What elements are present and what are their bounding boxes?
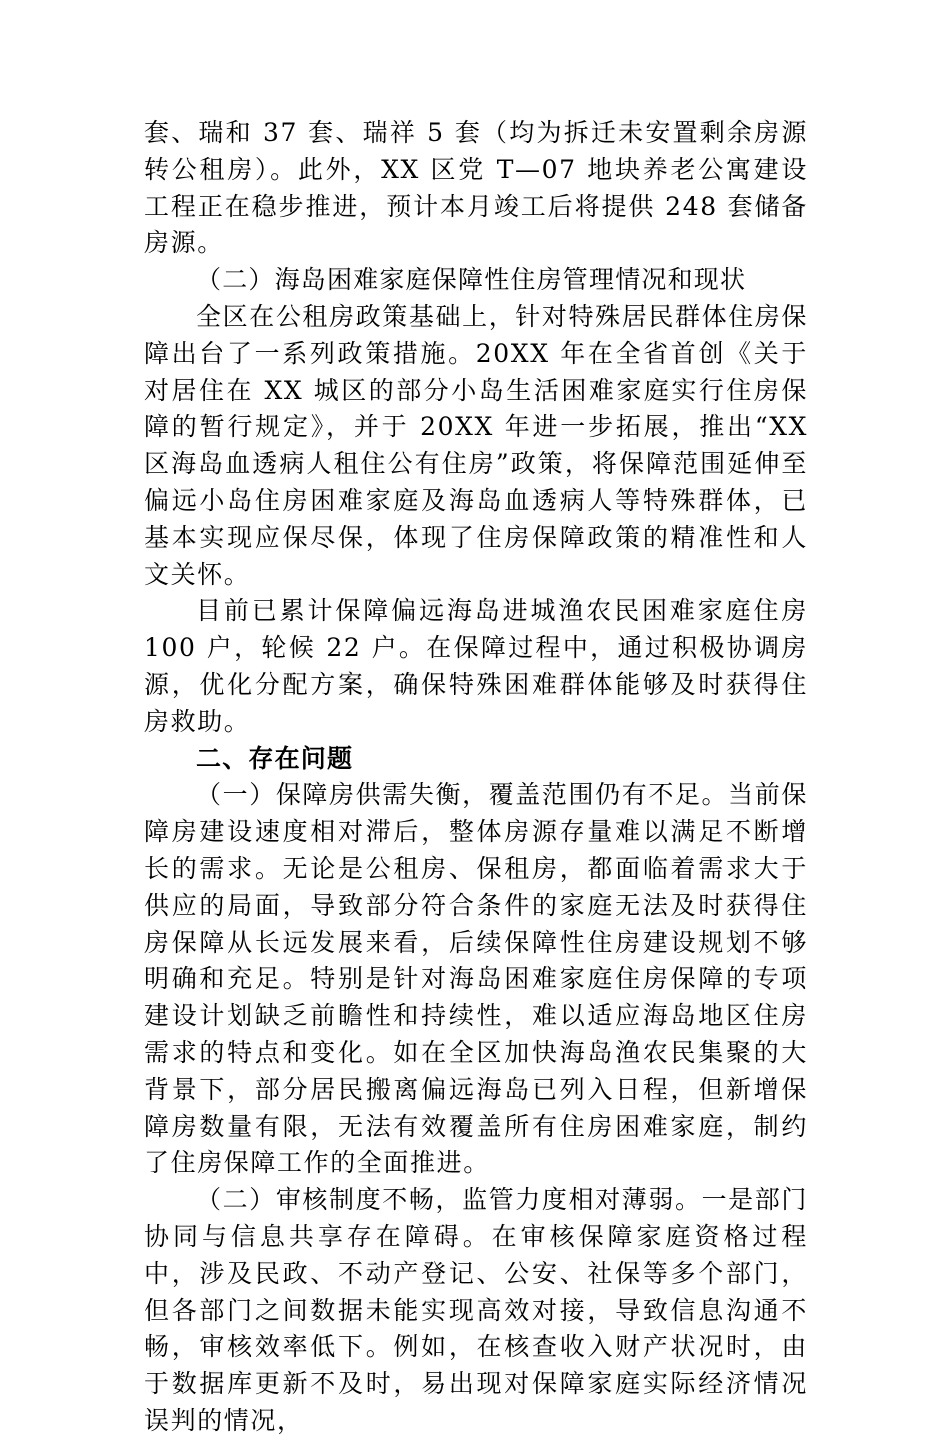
- section-heading-island-housing: （二）海岛困难家庭保障性住房管理情况和现状: [196, 265, 747, 295]
- document-body: [144, 115, 808, 1440]
- paragraph-issue-supply: [144, 777, 808, 1182]
- issue-supply-body: 当前保障房建设速度相对滞后，整体房源存量难以满足不断增长的需求。无论是公租房、保租房，都面临着需求大于供应的局面，导致部分符合条件的家庭无法及时获得住房保障从长远发展来看，后续保障性住房建设规划不够明确和充足。特别是针对海岛困难家庭住房保障的专项建设计划缺乏前瞻性和持续性，难以适应海岛地区住房需求的特点和变化。如在全区加快海岛渔农民集聚的大背景下，部分居民搬离偏远海岛已列入日程，但新增保障房数量有限，无法有效覆盖所有住房困难家庭，制约了住房保障工作的全面推进。: [144, 780, 808, 1178]
- issue-review-lead: （二）审核制度不畅，监管力度相对薄弱。: [196, 1185, 702, 1215]
- issue-supply-lead: （一）保障房供需失衡，覆盖范围仍有不足。: [196, 780, 729, 810]
- paragraph-island-stats: 目前已累计保障偏远海岛进城渔农民困难家庭住房 100 户，轮候 22 户。在保障过程中，通过积极协调房源，优化分配方案，确保特殊困难群体能够及时获得住房救助。: [144, 596, 808, 736]
- section-heading-problems: 二、存在问题: [196, 743, 354, 773]
- paragraph-island-policy: 全区在公租房政策基础上，针对特殊居民群体住房保障出台了一系列政策措施。20XX 年在全省首创《关于对居住在 XX 城区的部分小岛生活困难家庭实行住房保障的暂行规定》，并于 20XX 年进一步拓展，推出“XX 区海岛血透病人租住公有住房”政策，将保障范围延伸至偏远小岛住房困难家庭及海岛血透病人等特殊群体，已基本实现应保尽保，体现了住房保障政策的精准性和人文关怀。: [144, 301, 808, 589]
- paragraph-continuation: 套、瑞和 37 套、瑞祥 5 套（均为拆迁未安置剩余房源转公租房）。此外，XX 区党 T—07 地块养老公寓建设工程正在稳步推进，预计本月竣工后将提供 248 套储备房源。: [144, 118, 808, 258]
- paragraph-issue-review: [144, 1182, 808, 1440]
- issue-review-body: 一是部门协同与信息共享存在障碍。在审核保障家庭资格过程中，涉及民政、不动产登记、公安、社保等多个部门，但各部门之间数据未能实现高效对接，导致信息沟通不畅，审核效率低下。例如，在核查收入财产状况时，由于数据库更新不及时，易出现对保障家庭实际经济情况误判的情况，: [144, 1185, 809, 1435]
